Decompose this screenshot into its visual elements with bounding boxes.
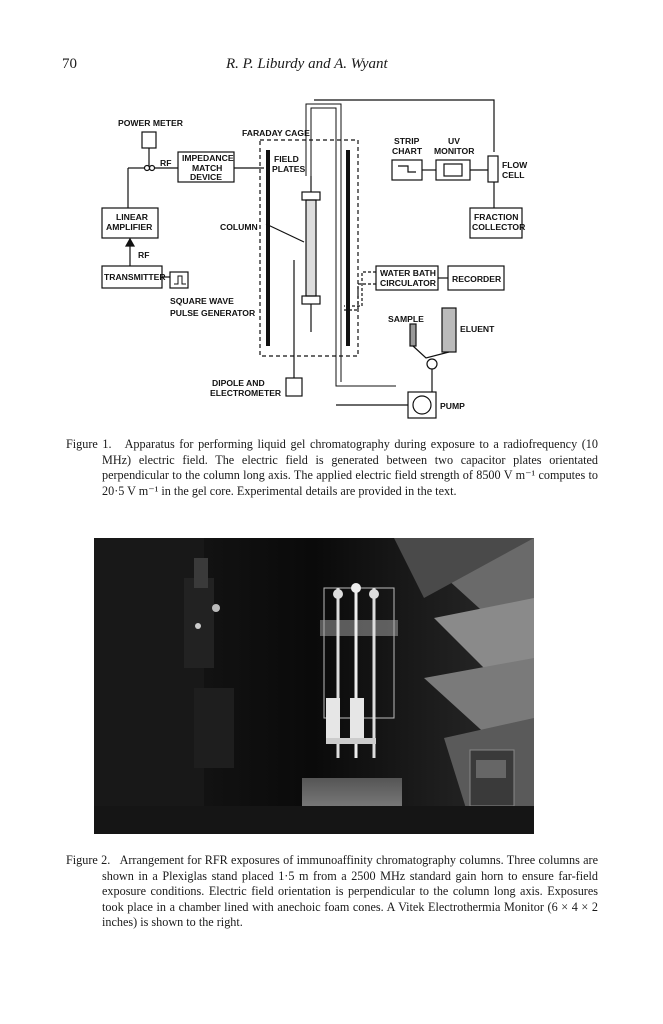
- label-square-1: SQUARE WAVE: [170, 296, 234, 306]
- eluent-reservoir: [442, 308, 456, 352]
- label-eluent: ELUENT: [460, 324, 495, 334]
- label-water-2: CIRCULATOR: [380, 278, 437, 288]
- label-faraday-cage: FARADAY CAGE: [242, 128, 310, 138]
- label-sample: SAMPLE: [388, 314, 424, 324]
- label-linear-1: LINEAR: [116, 212, 148, 222]
- figure2-caption: [66, 853, 598, 931]
- label-linear-2: AMPLIFIER: [106, 222, 153, 232]
- label-water-1: WATER BATH: [380, 268, 437, 278]
- dipole-electrometer-box: [286, 378, 302, 396]
- label-pump: PUMP: [440, 401, 465, 411]
- label-strip-1: STRIP: [394, 136, 420, 146]
- label-impedance-3: DEVICE: [190, 172, 222, 182]
- flow-cell-box: [488, 156, 498, 182]
- label-dipole-1: DIPOLE AND: [212, 378, 265, 388]
- label-square-2: PULSE GENERATOR: [170, 308, 256, 318]
- label-uv-2: MONITOR: [434, 146, 475, 156]
- label-dipole-2: ELECTROMETER: [210, 388, 282, 398]
- label-fraction-2: COLLECTOR: [472, 222, 526, 232]
- label-column: COLUMN: [220, 222, 258, 232]
- square-wave-generator-box: [170, 272, 188, 288]
- label-transmitter: TRANSMITTER: [104, 272, 166, 282]
- sample-vial: [410, 324, 416, 346]
- strip-chart-box: [392, 160, 422, 180]
- figure1-diagram: [96, 96, 536, 426]
- label-flow-2: CELL: [502, 170, 525, 180]
- uv-monitor-box: [436, 160, 470, 180]
- label-flow-1: FLOW: [502, 160, 528, 170]
- figure1-caption-text: Apparatus for performing liquid gel chromatography during exposure to a radiofrequency (10 MHz) electric field. The electric field is generated between two capacitor plates orientated perpendicular to the column long axis. The applied electric field strength of 8500 V m⁻¹ computes to 20·5 V m⁻¹ in the gel core. Experimental details are provided in the text.: [102, 437, 598, 498]
- label-rf-top: RF: [160, 158, 172, 168]
- figure2-caption-text: Arrangement for RFR exposures of immunoaffinity chromatography columns. Three columns are shown in a Plexiglas stand placed 1·5 m from a 2500 MHz standard gain horn to ensure far-field exposure conditions. Electric field orientation is perpendicular to the column long axis. Exposures took place in a chamber lined with anechoic foam cones. A Vitek Electrothermia Monitor (6 × 4 × 2 inches) is shown to the right.: [102, 853, 599, 929]
- label-strip-2: CHART: [392, 146, 423, 156]
- label-field-2: PLATES: [272, 164, 306, 174]
- figure2-photo-drawing: [94, 538, 534, 834]
- page-number: 70: [62, 56, 77, 72]
- label-fraction-1: FRACTION: [474, 212, 519, 222]
- figure1-caption: [66, 437, 598, 499]
- figure1-caption-label: Figure 1.: [66, 437, 112, 451]
- label-rf-mid: RF: [138, 250, 150, 260]
- power-meter-box: [142, 132, 156, 148]
- column: [306, 200, 316, 296]
- label-field-1: FIELD: [274, 154, 299, 164]
- label-impedance-1: IMPEDANCE: [182, 153, 234, 163]
- label-recorder: RECORDER: [452, 274, 502, 284]
- running-head: R. P. Liburdy and A. Wyant: [226, 56, 388, 72]
- label-power-meter: POWER METER: [118, 118, 183, 128]
- figure2-caption-label: Figure 2.: [66, 853, 111, 867]
- label-impedance-2: MATCH: [192, 163, 223, 173]
- figure2-photograph: [94, 538, 534, 834]
- label-uv-1: UV: [448, 136, 460, 146]
